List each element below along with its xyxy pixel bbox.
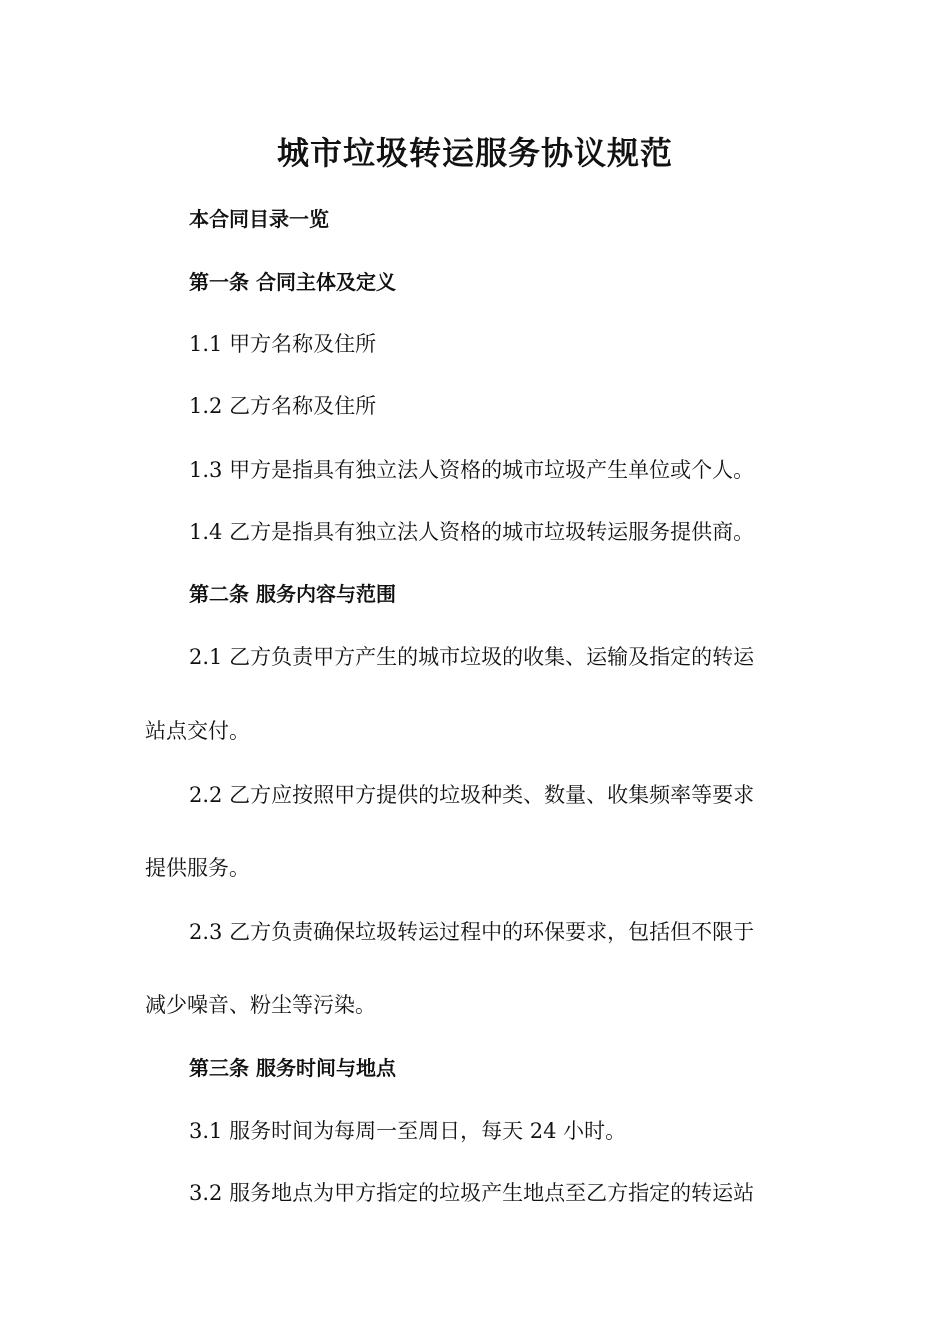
article-3-item-1: 3.1 服务时间为每周一至周日，每天 24 小时。 (189, 1119, 627, 1143)
article-1-item-2: 1.2 乙方名称及住所 (189, 394, 377, 418)
article-2-item-1-line-2: 站点交付。 (145, 719, 250, 743)
article-3-heading: 第三条 服务时间与地点 (189, 1056, 396, 1080)
article-2-item-3-line-1: 2.3 乙方负责确保垃圾转运过程中的环保要求，包括但不限于 (189, 920, 755, 944)
article-1-heading: 第一条 合同主体及定义 (189, 270, 396, 294)
article-3-item-2-line-1: 3.2 服务地点为甲方指定的垃圾产生地点至乙方指定的转运站 (189, 1181, 755, 1205)
article-1-item-3: 1.3 甲方是指具有独立法人资格的城市垃圾产生单位或个人。 (189, 458, 755, 482)
article-1-item-4: 1.4 乙方是指具有独立法人资格的城市垃圾转运服务提供商。 (189, 520, 755, 544)
toc-heading: 本合同目录一览 (189, 207, 329, 231)
article-2-item-1-line-1: 2.1 乙方负责甲方产生的城市垃圾的收集、运输及指定的转运 (189, 645, 755, 669)
article-2-item-2-line-2: 提供服务。 (145, 856, 250, 880)
article-1-item-1: 1.1 甲方名称及住所 (189, 332, 377, 356)
article-2-heading: 第二条 服务内容与范围 (189, 582, 396, 606)
article-2-item-3-line-2: 减少噪音、粉尘等污染。 (145, 993, 376, 1017)
document-title: 城市垃圾转运服务协议规范 (276, 134, 673, 172)
article-2-item-2-line-1: 2.2 乙方应按照甲方提供的垃圾种类、数量、收集频率等要求 (189, 783, 755, 807)
